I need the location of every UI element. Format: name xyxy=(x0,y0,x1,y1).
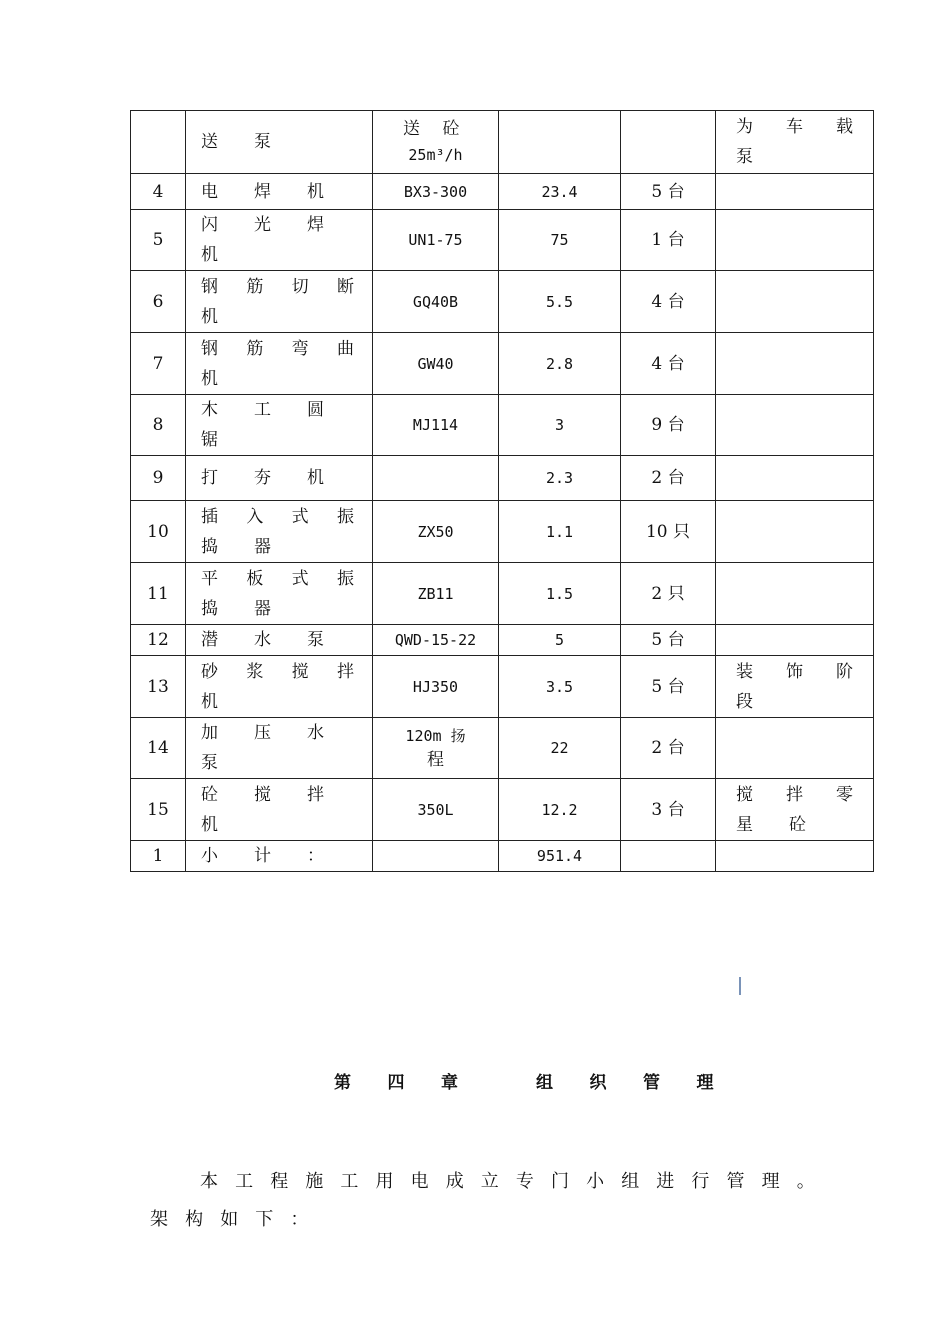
equipment-remark xyxy=(716,111,874,174)
equipment-remark xyxy=(716,174,874,210)
equipment-qty: 1 台 xyxy=(621,210,716,271)
name-line-2: 机 xyxy=(201,306,218,327)
equipment-qty: 10 只 xyxy=(621,501,716,563)
model-line-1: 120m 扬 xyxy=(405,727,466,745)
equipment-qty: 2 只 xyxy=(621,563,716,625)
equipment-power: 2.3 xyxy=(499,456,621,501)
equipment-model: QWD-15-22 xyxy=(373,625,499,656)
equipment-name: 打 夯 机 xyxy=(186,456,373,501)
remark-line-2: 段 xyxy=(736,691,753,712)
table-row xyxy=(131,456,874,501)
equipment-model xyxy=(373,111,499,174)
remark-line-2: 泵 xyxy=(736,147,753,167)
equipment-name: 小 计 ： xyxy=(186,841,373,872)
equipment-power: 22 xyxy=(499,718,621,779)
equipment-remark xyxy=(716,456,874,501)
equipment-qty xyxy=(621,111,716,174)
equipment-qty xyxy=(621,841,716,872)
equipment-name xyxy=(186,501,373,563)
equipment-qty: 3 台 xyxy=(621,779,716,841)
table-row xyxy=(131,210,874,271)
equipment-power: 2.8 xyxy=(499,333,621,395)
equipment-remark xyxy=(716,395,874,456)
name-line-1: 插 入 式 振 xyxy=(201,506,354,527)
row-number: 9 xyxy=(131,456,186,501)
equipment-name: 潜 水 泵 xyxy=(186,625,373,656)
equipment-name: 木 工 圆 锯 xyxy=(186,395,373,456)
equipment-name xyxy=(186,333,373,395)
equipment-qty: 5 台 xyxy=(621,174,716,210)
equipment-qty: 4 台 xyxy=(621,271,716,333)
equipment-remark xyxy=(716,625,874,656)
row-number: 14 xyxy=(131,718,186,779)
equipment-model: ZB11 xyxy=(373,563,499,625)
equipment-remark xyxy=(716,656,874,718)
table-row xyxy=(131,111,874,174)
equipment-name: 砼 搅 拌 机 xyxy=(186,779,373,841)
table-row xyxy=(131,395,874,456)
name-line-1: 钢 筋 切 断 xyxy=(201,276,354,297)
equipment-table xyxy=(130,110,874,872)
equipment-power: 5.5 xyxy=(499,271,621,333)
remark-line-1: 搅 拌 零 xyxy=(736,784,853,805)
name-line-1: 钢 筋 弯 曲 xyxy=(201,338,354,359)
table-row xyxy=(131,779,874,841)
row-number: 13 xyxy=(131,656,186,718)
equipment-remark xyxy=(716,333,874,395)
table-row xyxy=(131,333,874,395)
equipment-model: UN1-75 xyxy=(373,210,499,271)
equipment-name: 送 泵 xyxy=(186,111,373,174)
equipment-remark xyxy=(716,271,874,333)
name-line-2: 捣 器 xyxy=(201,536,287,557)
row-number: 4 xyxy=(131,174,186,210)
equipment-qty: 2 台 xyxy=(621,456,716,501)
text-cursor-mark xyxy=(739,977,741,995)
name-line-2: 机 xyxy=(201,368,218,389)
table-row xyxy=(131,501,874,563)
table-row xyxy=(131,718,874,779)
equipment-qty: 5 台 xyxy=(621,656,716,718)
name-line-2: 机 xyxy=(201,691,218,712)
equipment-power: 5 xyxy=(499,625,621,656)
name-line-1: 砂 浆 搅 拌 xyxy=(201,661,354,682)
equipment-qty: 4 台 xyxy=(621,333,716,395)
table-row xyxy=(131,625,874,656)
equipment-qty: 5 台 xyxy=(621,625,716,656)
remark-line-1: 装 饰 阶 xyxy=(736,661,853,682)
equipment-power: 12.2 xyxy=(499,779,621,841)
table-row xyxy=(131,656,874,718)
chapter-title: 组 织 管 理 xyxy=(536,1073,729,1093)
equipment-qty: 2 台 xyxy=(621,718,716,779)
row-number: 7 xyxy=(131,333,186,395)
name-line-1: 平 板 式 振 xyxy=(201,568,354,589)
row-number: 12 xyxy=(131,625,186,656)
row-number: 8 xyxy=(131,395,186,456)
equipment-model: GQ40B xyxy=(373,271,499,333)
row-number xyxy=(131,111,186,174)
equipment-model: 350L xyxy=(373,779,499,841)
equipment-name: 电 焊 机 xyxy=(186,174,373,210)
table-row xyxy=(131,563,874,625)
equipment-qty: 9 台 xyxy=(621,395,716,456)
row-number: 15 xyxy=(131,779,186,841)
table-row xyxy=(131,174,874,210)
equipment-remark xyxy=(716,718,874,779)
equipment-remark xyxy=(716,501,874,563)
remark-line-2: 星 砼 xyxy=(736,814,822,835)
body-paragraph: 本工程施工用电成立专门小组进行管理。架构如下： xyxy=(150,1171,832,1230)
equipment-model: GW40 xyxy=(373,333,499,395)
chapter-number: 第 四 章 xyxy=(334,1073,474,1093)
equipment-power: 23.4 xyxy=(499,174,621,210)
equipment-name: 闪 光 焊 机 xyxy=(186,210,373,271)
row-number: 5 xyxy=(131,210,186,271)
equipment-power: 75 xyxy=(499,210,621,271)
remark-line-1: 为 车 载 xyxy=(736,117,853,137)
equipment-power: 1.5 xyxy=(499,563,621,625)
equipment-remark xyxy=(716,779,874,841)
equipment-power: 1.1 xyxy=(499,501,621,563)
table-row xyxy=(131,271,874,333)
equipment-power xyxy=(499,111,621,174)
equipment-remark xyxy=(716,210,874,271)
equipment-model: MJ114 xyxy=(373,395,499,456)
equipment-name xyxy=(186,271,373,333)
equipment-power: 951.4 xyxy=(499,841,621,872)
row-number: 6 xyxy=(131,271,186,333)
row-number: 10 xyxy=(131,501,186,563)
table-row xyxy=(131,841,874,872)
model-line-2: 25m³/h xyxy=(408,146,463,164)
equipment-model xyxy=(373,841,499,872)
name-line-2: 捣 器 xyxy=(201,598,287,619)
equipment-model: HJ350 xyxy=(373,656,499,718)
equipment-remark xyxy=(716,563,874,625)
equipment-model: BX3-300 xyxy=(373,174,499,210)
equipment-name xyxy=(186,656,373,718)
equipment-name xyxy=(186,563,373,625)
equipment-name: 加 压 水 泵 xyxy=(186,718,373,779)
equipment-model xyxy=(373,456,499,501)
equipment-remark xyxy=(716,841,874,872)
equipment-model xyxy=(373,718,499,779)
model-line-1: 送 砼 xyxy=(403,119,468,139)
model-line-2: 程 xyxy=(427,750,444,770)
equipment-power: 3 xyxy=(499,395,621,456)
row-number: 1 xyxy=(131,841,186,872)
equipment-power: 3.5 xyxy=(499,656,621,718)
equipment-model: ZX50 xyxy=(373,501,499,563)
row-number: 11 xyxy=(131,563,186,625)
